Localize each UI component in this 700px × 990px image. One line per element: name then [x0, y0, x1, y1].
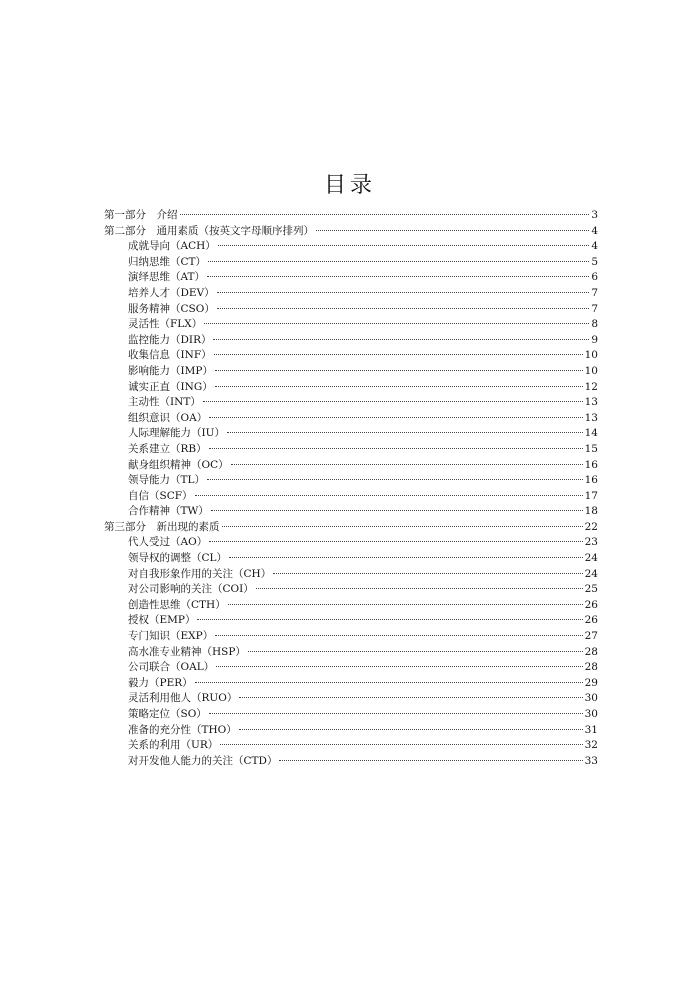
toc-dot-leader: [231, 464, 583, 465]
toc-entry-page-number: 14: [584, 427, 598, 440]
toc-entry-label: 诚实正直（ING）: [128, 380, 213, 393]
toc-dot-leader: [207, 276, 589, 277]
toc-entry-label: 领导权的调整（CL）: [128, 552, 228, 565]
toc-dot-leader: [229, 557, 583, 558]
toc-entry-page-number: 28: [584, 661, 598, 674]
toc-subsection-entry[interactable]: [104, 629, 598, 645]
toc-entry-label: 演绎思维（AT）: [128, 271, 206, 284]
toc-dot-leader: [220, 744, 582, 745]
toc-dot-leader: [214, 354, 583, 355]
toc-subsection-entry[interactable]: [104, 551, 598, 567]
toc-entry-page-number: 12: [584, 380, 598, 393]
toc-dot-leader: [316, 230, 589, 231]
toc-entry-page-number: 16: [584, 458, 598, 471]
toc-entry-label: 第二部分 通用素质（按英文字母顺序排列）: [104, 224, 314, 237]
toc-dot-leader: [215, 386, 583, 387]
toc-entry-label: 准备的充分性（THO）: [128, 723, 237, 736]
toc-subsection-entry[interactable]: [104, 317, 598, 333]
toc-subsection-entry[interactable]: [104, 535, 598, 551]
toc-entry-label: 授权（EMP）: [128, 614, 196, 627]
toc-entry-page-number: 13: [584, 396, 598, 409]
toc-subsection-entry[interactable]: [104, 348, 598, 364]
toc-subsection-entry[interactable]: [104, 302, 598, 318]
toc-entry-page-number: 18: [584, 505, 598, 518]
toc-entry-page-number: 4: [591, 240, 598, 253]
toc-entry-label: 第一部分 介绍: [104, 209, 178, 221]
toc-dot-leader: [228, 604, 583, 605]
toc-entry-page-number: 26: [584, 614, 598, 627]
toc-entry-page-number: 32: [584, 739, 598, 752]
toc-subsection-entry[interactable]: [104, 598, 598, 614]
toc-dot-leader: [180, 214, 590, 215]
toc-subsection-entry[interactable]: [104, 380, 598, 396]
toc-subsection-entry[interactable]: [104, 442, 598, 458]
toc-dot-leader: [209, 713, 583, 714]
toc-dot-leader: [195, 495, 583, 496]
toc-dot-leader: [216, 666, 582, 667]
toc-entry-label: 主动性（INT）: [128, 396, 201, 409]
toc-entry-page-number: 6: [591, 271, 598, 284]
toc-section-entry[interactable]: [104, 224, 598, 240]
toc-dot-leader: [239, 729, 583, 730]
toc-dot-leader: [209, 448, 583, 449]
toc-entry-label: 第三部分 新出现的素质: [104, 520, 220, 533]
toc-entry-label: 献身组织精神（OC）: [128, 458, 229, 471]
toc-dot-leader: [204, 323, 589, 324]
toc-entry-page-number: 3: [591, 209, 598, 221]
toc-entry-label: 对开发他人能力的关注（CTD）: [128, 754, 278, 767]
toc-entry-page-number: 28: [584, 645, 598, 658]
toc-entry-label: 监控能力（DIR）: [128, 333, 212, 346]
toc-subsection-entry[interactable]: [104, 426, 598, 442]
toc-entry-label: 对自我形象作用的关注（CH）: [128, 567, 272, 580]
toc-subsection-entry[interactable]: [104, 333, 598, 349]
toc-subsection-entry[interactable]: [104, 645, 598, 661]
toc-entry-label: 灵活性（FLX）: [128, 318, 203, 331]
page-title: 目录: [323, 173, 376, 198]
toc-subsection-entry[interactable]: [104, 676, 598, 692]
toc-dot-leader: [207, 479, 583, 480]
toc-dot-leader: [215, 635, 582, 636]
toc-subsection-entry[interactable]: [104, 738, 598, 754]
toc-entry-label: 领导能力（TL）: [128, 474, 205, 487]
toc-dot-leader: [273, 573, 582, 574]
toc-entry-label: 高水准专业精神（HSP）: [128, 645, 246, 658]
toc-entry-page-number: 4: [591, 224, 598, 237]
toc-dot-leader: [211, 510, 583, 511]
toc-entry-page-number: 31: [584, 723, 598, 736]
toc-entry-label: 培养人才（DEV）: [128, 286, 215, 299]
toc-subsection-entry[interactable]: [104, 707, 598, 723]
toc-entry-page-number: 10: [584, 349, 598, 362]
toc-subsection-entry[interactable]: [104, 395, 598, 411]
toc-entry-page-number: 23: [584, 536, 598, 549]
toc-section-entry[interactable]: [104, 520, 598, 536]
toc-subsection-entry[interactable]: [104, 691, 598, 707]
toc-dot-leader: [217, 292, 590, 293]
toc-subsection-entry[interactable]: [104, 364, 598, 380]
toc-entry-page-number: 26: [584, 598, 598, 611]
toc-entry-page-number: 15: [584, 442, 598, 455]
toc-entry-label: 自信（SCF）: [128, 489, 193, 502]
toc-entry-label: 归纳思维（CT）: [128, 255, 207, 268]
toc-subsection-entry[interactable]: [104, 489, 598, 505]
toc-dot-leader: [217, 308, 589, 309]
toc-entry-page-number: 24: [584, 567, 598, 580]
toc-entry-label: 成就导向（ACH）: [128, 240, 216, 253]
toc-entry-label: 关系的利用（UR）: [128, 739, 219, 752]
toc-entry-page-number: 27: [584, 630, 598, 643]
toc-subsection-entry[interactable]: [104, 754, 598, 770]
toc-entry-page-number: 5: [591, 255, 598, 268]
toc-entry-page-number: 13: [584, 411, 598, 424]
toc-entry-page-number: 33: [584, 754, 598, 767]
toc-entry-page-number: 24: [584, 552, 598, 565]
toc-subsection-entry[interactable]: [104, 723, 598, 739]
toc-subsection-entry[interactable]: [104, 582, 598, 598]
toc-entry-page-number: 16: [584, 474, 598, 487]
toc-dot-leader: [209, 541, 582, 542]
toc-dot-leader: [213, 339, 589, 340]
toc-subsection-entry[interactable]: [104, 660, 598, 676]
toc-section-entry[interactable]: [104, 208, 598, 224]
toc-entry-page-number: 7: [591, 286, 598, 299]
toc-entry-page-number: 30: [584, 708, 598, 720]
toc-entry-label: 合作精神（TW）: [128, 505, 209, 518]
toc-dot-leader: [209, 417, 582, 418]
toc-entry-label: 对公司影响的关注（COI）: [128, 583, 254, 596]
toc-entry-label: 收集信息（INF）: [128, 349, 212, 362]
toc-entry-page-number: 30: [584, 692, 598, 705]
toc-entry-label: 专门知识（EXP）: [128, 630, 214, 643]
toc-subsection-entry[interactable]: [104, 286, 598, 302]
toc-entry-label: 影响能力（IMP）: [128, 364, 213, 377]
toc-entry-page-number: 10: [584, 364, 598, 377]
toc-dot-leader: [222, 526, 583, 527]
toc-subsection-entry[interactable]: [104, 613, 598, 629]
toc-entry-page-number: 22: [584, 520, 598, 533]
toc-dot-leader: [208, 261, 589, 262]
toc-subsection-entry[interactable]: [104, 567, 598, 583]
toc-subsection-entry[interactable]: [104, 504, 598, 520]
toc-subsection-entry[interactable]: [104, 473, 598, 489]
toc-entry-page-number: 7: [591, 302, 598, 315]
toc-entry-label: 人际理解能力（IU）: [128, 427, 225, 440]
toc-subsection-entry[interactable]: [104, 458, 598, 474]
toc-entry-page-number: 29: [584, 676, 598, 689]
toc-dot-leader: [248, 651, 583, 652]
toc-dot-leader: [256, 588, 583, 589]
toc-dot-leader: [218, 245, 590, 246]
toc-list: [104, 208, 598, 769]
toc-entry-label: 策略定位（SO）: [128, 708, 207, 720]
toc-subsection-entry[interactable]: [104, 411, 598, 427]
toc-entry-page-number: 8: [591, 318, 598, 331]
toc-dot-leader: [203, 401, 583, 402]
toc-dot-leader: [215, 370, 583, 371]
toc-entry-page-number: 17: [584, 489, 598, 502]
toc-subsection-entry[interactable]: [104, 270, 598, 286]
toc-entry-label: 服务精神（CSO）: [128, 302, 215, 315]
toc-entry-label: 创造性思维（CTH）: [128, 598, 226, 611]
toc-subsection-entry[interactable]: [104, 239, 598, 255]
toc-entry-label: 灵活利用他人（RUO）: [128, 692, 238, 705]
toc-entry-page-number: 25: [584, 583, 598, 596]
toc-dot-leader: [197, 619, 582, 620]
toc-dot-leader: [195, 682, 583, 683]
toc-entry-page-number: 9: [591, 333, 598, 346]
toc-entry-label: 关系建立（RB）: [128, 442, 207, 455]
toc-dot-leader: [227, 432, 583, 433]
toc-dot-leader: [279, 760, 582, 761]
toc-entry-label: 毅力（PER）: [128, 676, 193, 689]
toc-subsection-entry[interactable]: [104, 255, 598, 271]
toc-entry-label: 代人受过（AO）: [128, 536, 208, 549]
toc-entry-label: 组织意识（OA）: [128, 411, 208, 424]
toc-dot-leader: [239, 697, 582, 698]
toc-entry-label: 公司联合（OAL）: [128, 661, 215, 674]
